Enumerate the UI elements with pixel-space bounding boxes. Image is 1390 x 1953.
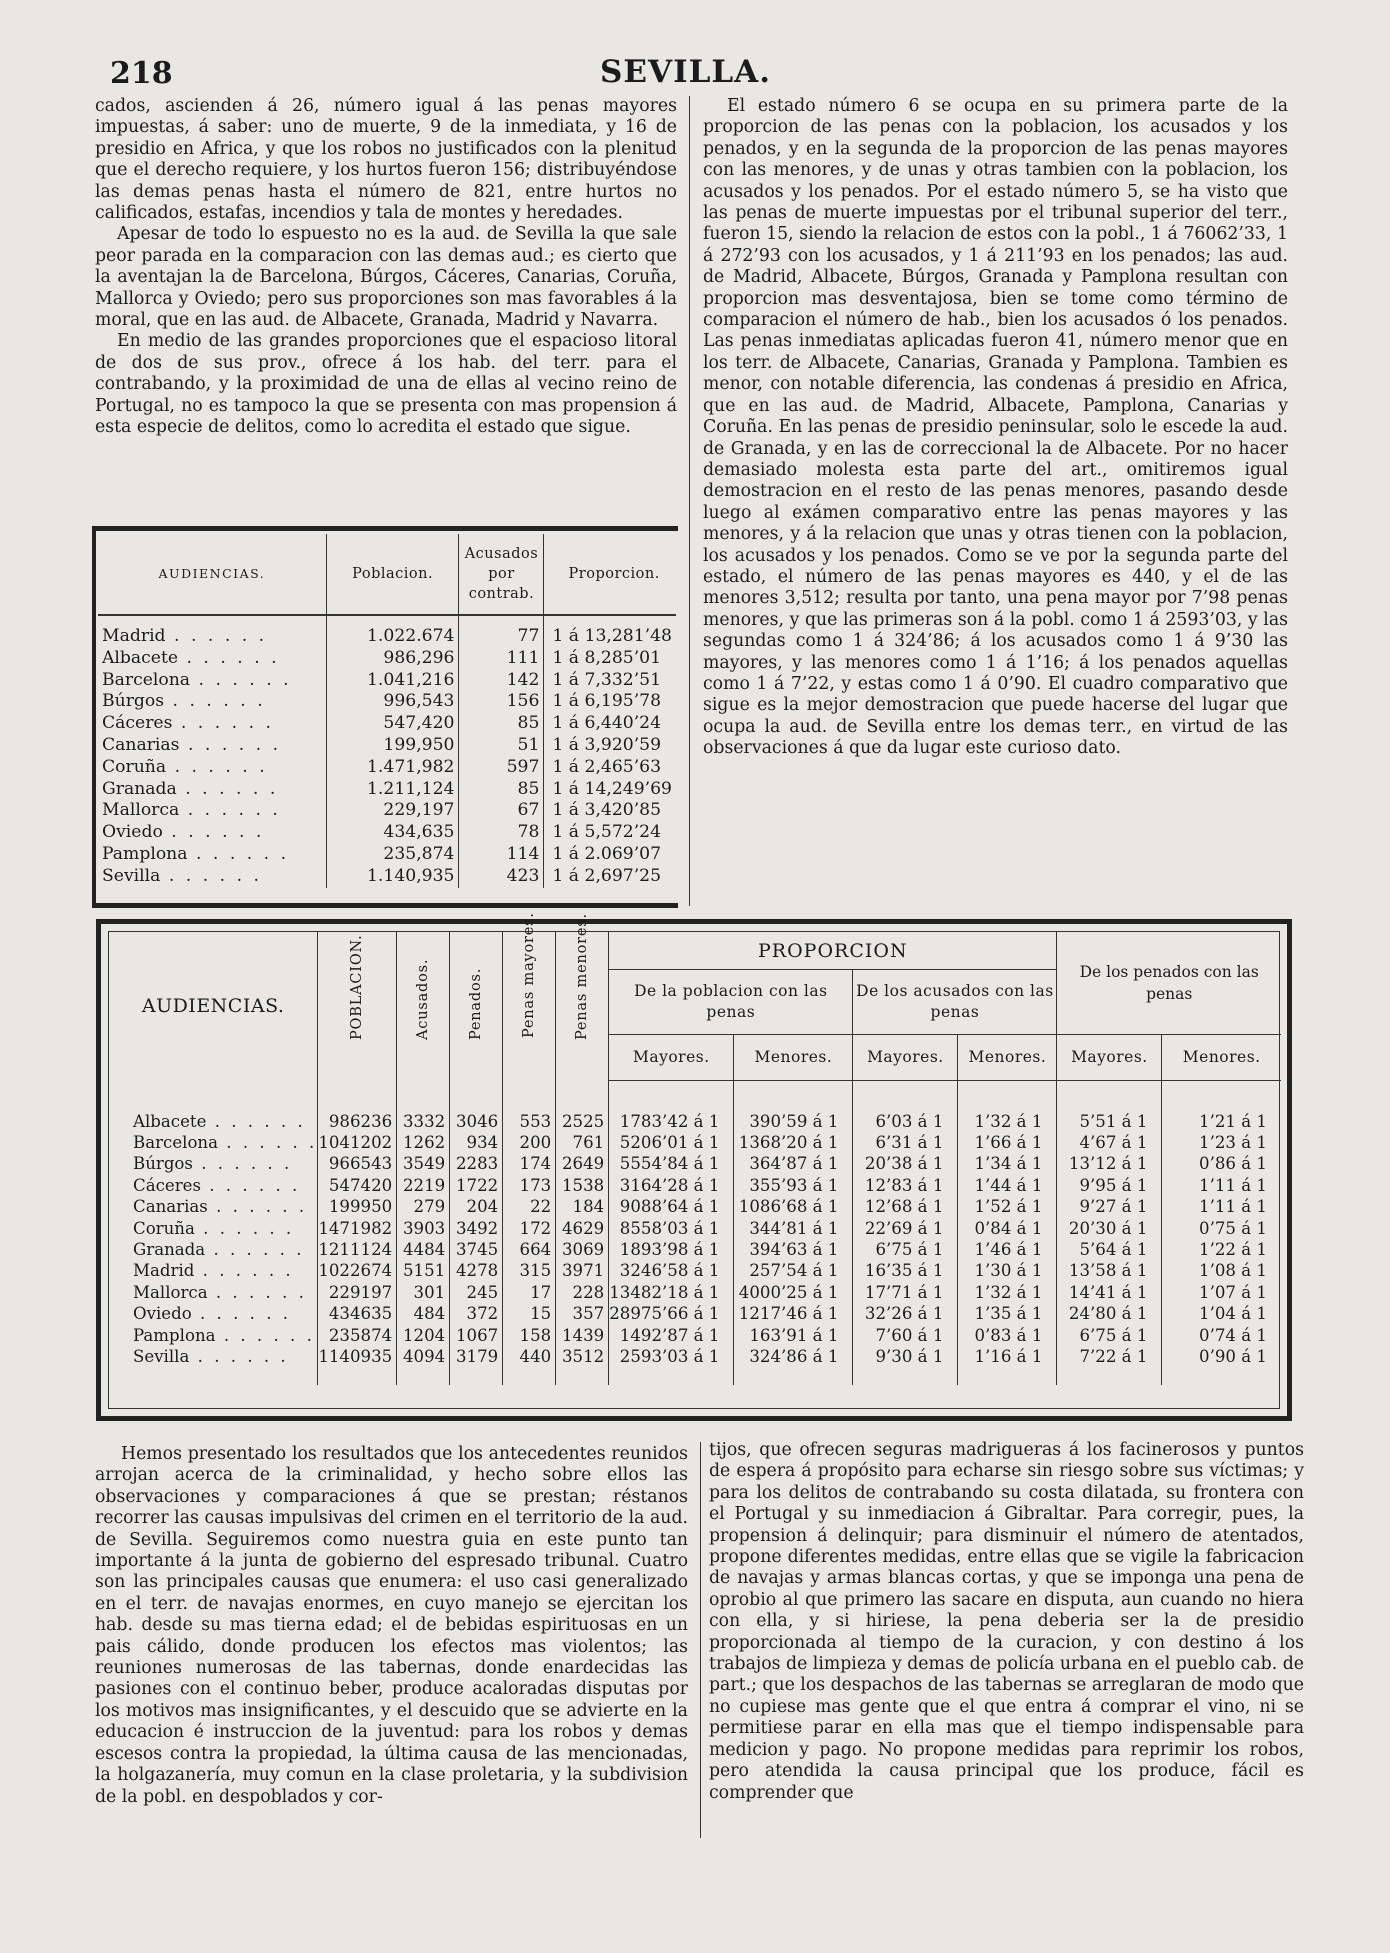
table-cell-aud: Sevilla . . . . . . [109, 1346, 318, 1367]
table-cell-men: 357 [556, 1303, 609, 1324]
column-header: AUDIENCIAS. [109, 932, 318, 1080]
table-cell-em: 9’27 á 1 [1057, 1196, 1162, 1217]
table-cell-acu: 301 [397, 1282, 450, 1303]
table-cell-em: 13’12 á 1 [1057, 1153, 1162, 1174]
table-cell-men: 2649 [556, 1153, 609, 1174]
table-cell-en: 0’90 á 1 [1199, 1346, 1267, 1366]
table-cell-pm: 1893’98 á 1 [609, 1239, 734, 1260]
table-cell-pob: 1.022.674 [326, 626, 459, 648]
table-cell-pm: 5554’84 á 1 [609, 1153, 734, 1174]
table-cell-pen: 3179 [450, 1346, 503, 1367]
table-cell-acu: 1204 [397, 1325, 450, 1346]
column-header: Mayores. [853, 1035, 958, 1080]
table-cell-pn: 364’87 á 1 [734, 1153, 853, 1174]
table-cell-pn: 1368’20 á 1 [734, 1132, 853, 1153]
table-cell-acu: 3332 [397, 1111, 450, 1132]
leader-dots: . . . . . . [176, 778, 279, 799]
table-row [98, 648, 676, 670]
table-cell-pm: 5206’01 á 1 [609, 1132, 734, 1153]
table-cell-an: 0’83 á 1 [958, 1325, 1057, 1346]
table-cell-em: 24’80 á 1 [1057, 1303, 1162, 1324]
table-cell-pro: 1 á 13,281’48 [552, 626, 672, 646]
table-cell-acu: 423 [459, 866, 544, 888]
leader-dots: . . . . . . [215, 1325, 315, 1345]
table-cell-pob: 199,950 [326, 735, 459, 757]
table-row [109, 1282, 1281, 1303]
paragraph: En medio de las grandes proporciones que el espacioso litoral de dos de sus prov., ofrece á los hab. del terr. para el contrabando, y la proximidad de una de ellas al vecino reino de Portugal, no es tampoco la que se presenta con mas propension á esta especie de delitos, como lo acredita el estado que sigue. [95, 331, 677, 438]
table-cell-pro: 1 á 2,697’25 [552, 865, 662, 886]
table-row [98, 735, 676, 757]
table-cell-men: 761 [556, 1132, 609, 1153]
table-cell-pm: 2593’03 á 1 [609, 1346, 734, 1367]
table-cell-pen: 245 [450, 1282, 503, 1303]
table-cell-en: 0’75 á 1 [1199, 1218, 1267, 1238]
leader-dots: . . . . . . [207, 1282, 307, 1302]
leader-dots: . . . . . . [160, 865, 262, 886]
paragraph: Apesar de todo lo espuesto no es la aud. de Sevilla la que sale peor parada en la comparacion con las demas aud.; es cierto que la aventajan la de Barcelona, Búrgos, Cáceres, Canarias, Coruña, Mallorca y Oviedo; pero sus proporciones son mas favorables á la moral, que en las aud. de Albacete, Granada, Madrid y Navarra. [95, 224, 677, 331]
table-cell-em: 14’41 á 1 [1057, 1282, 1162, 1303]
table-row [98, 626, 676, 648]
table-cell-en: 0’86 á 1 [1199, 1154, 1267, 1174]
table-cell-pen: 1722 [450, 1175, 503, 1196]
leader-dots: . . . . . . [200, 1175, 301, 1195]
table-cell-aud: Granada . . . . . . [109, 1239, 318, 1260]
table-cell-an: 1’34 á 1 [958, 1153, 1057, 1174]
table-rule [96, 903, 678, 908]
table-cell-pob: 229197 [318, 1282, 397, 1303]
table-cell-men: 1439 [556, 1325, 609, 1346]
table-row [109, 1153, 1281, 1174]
table-row [98, 800, 676, 822]
table-row [98, 713, 676, 735]
table-cell-may: 22 [503, 1196, 556, 1217]
leader-dots: . . . . . . [194, 1261, 294, 1281]
table-cell-aud: Canarias . . . . . . [109, 1196, 318, 1217]
table-cell-pro: 1 á 3,920’59 [552, 734, 662, 755]
table-row [109, 1196, 1281, 1217]
table-row [109, 1218, 1281, 1239]
table-cell-may: 440 [503, 1346, 556, 1367]
table-cell-pn: 257’54 á 1 [734, 1260, 853, 1281]
leader-dots: . . . . . . [178, 647, 280, 668]
table-cell-em: 20’30 á 1 [1057, 1218, 1162, 1239]
leader-dots: . . . . . . [166, 756, 268, 777]
table-cell-acu: 3549 [397, 1153, 450, 1174]
leader-dots: . . . . . . [189, 1346, 289, 1366]
column-header: AUDIENCIAS. [98, 534, 326, 615]
table-cell-pro: 1 á 7,332’51 [552, 669, 662, 690]
table-cell-am: 20’38 á 1 [853, 1153, 958, 1174]
table-cell-pob: 547,420 [326, 713, 459, 735]
table-cell-aud: Barcelona . . . . . . [109, 1132, 318, 1153]
table-cell-aud: Canarias . . . . . . [98, 735, 326, 757]
table-row [98, 691, 676, 713]
table-cell-pn: 390’59 á 1 [734, 1111, 853, 1132]
table-cell-men: 3971 [556, 1260, 609, 1281]
table-cell-en: 1’11 á 1 [1199, 1197, 1267, 1217]
table-cell-pn: 4000’25 á 1 [734, 1282, 853, 1303]
table-cell-aud: Búrgos . . . . . . [98, 691, 326, 713]
table-cell-acu: 85 [459, 779, 544, 801]
table-cell-men: 3069 [556, 1239, 609, 1260]
leader-dots: . . . . . . [172, 713, 274, 734]
group-header: De la poblacion con las penas [609, 970, 853, 1035]
proporcion-header: PROPORCION [609, 932, 1057, 970]
table-cell-may: 553 [503, 1111, 556, 1132]
leader-dots: . . . . . . [194, 1218, 295, 1238]
table-cell-pob: 1041202 [318, 1132, 397, 1153]
table-cell-pen: 3745 [450, 1239, 503, 1260]
table-cell-am: 12’68 á 1 [853, 1196, 958, 1217]
paragraph: tijos, que ofrecen seguras madrigueras á los facinerosos y puntos de espera á propósito para echarse sin riesgo sobre sus víctimas; y para los delitos de contrabando su costa dilatada, su frontera con el Portugal y su inmediacion á Gibraltar. Para corregir, pues, la propension á delinquir; para disminuir el número de atentados, propone diferentes medidas, entre ellas que se vigile la fabricacion de navajas y armas blancas cortas, y que se imponga una pena de oprobio al que primero las sacare en disputa, aun cuando no hiera con ella, y si hiriese, la pena deberia ser la de presidio proporcionada al tiempo de la curacion, y con destino á los trabajos de limpieza y demas de policía urbana en el pueblo cab. de part.; que los despachos de las tabernas se arreglaran de modo que no cupiese mas gente que el que entra á comprar el vino, ni se permitiese parar en ella mas que el tiempo indispensable para medicion y pago. No propone medidas para reprimir los robos, pero atendida la causa principal que los produce, fácil es comprender que [709, 1440, 1304, 1803]
table-cell-am: 6’31 á 1 [853, 1132, 958, 1153]
leader-dots: . . . . . . [191, 1304, 292, 1324]
table-row [109, 1346, 1281, 1367]
table-row [109, 1325, 1281, 1346]
table-cell-an: 1’44 á 1 [958, 1175, 1057, 1196]
table-cell-aud: Coruña . . . . . . [98, 757, 326, 779]
table-cell-acu: 1262 [397, 1132, 450, 1153]
table-cell-acu: 4484 [397, 1239, 450, 1260]
table-cell-may: 172 [503, 1218, 556, 1239]
table-cell-aud: Búrgos . . . . . . [109, 1153, 318, 1174]
table-cell-en: 1’21 á 1 [1199, 1111, 1267, 1131]
table-row [98, 757, 676, 779]
table-cell-pen: 1067 [450, 1325, 503, 1346]
page-title: SEVILLA. [600, 54, 772, 90]
table-row [109, 1303, 1281, 1324]
table-cell-aud: Albacete . . . . . . [109, 1111, 318, 1132]
table-cell-em: 5’51 á 1 [1057, 1111, 1162, 1132]
table-cell-aud: Oviedo . . . . . . [98, 822, 326, 844]
table-cell-en: 1’22 á 1 [1199, 1239, 1267, 1259]
table-cell-pob: 235874 [318, 1325, 397, 1346]
table-cell-men: 228 [556, 1282, 609, 1303]
lower-right-column [709, 1440, 1304, 1804]
table-cell-an: 1’66 á 1 [958, 1132, 1057, 1153]
table-cell-pm: 28975’66 á 1 [609, 1303, 734, 1324]
column-header: Proporcion. [568, 566, 660, 582]
table-cell-acu: 77 [459, 626, 544, 648]
table-cell-pen: 3492 [450, 1218, 503, 1239]
column-divider [689, 96, 690, 906]
table-row [109, 1111, 1281, 1132]
table-row [98, 844, 676, 866]
table-cell-aud: Sevilla . . . . . . [98, 866, 326, 888]
lower-left-column [95, 1444, 688, 1808]
table-cell-pob: 229,197 [326, 800, 459, 822]
table-cell-men: 4629 [556, 1218, 609, 1239]
table-cell-acu: 114 [459, 844, 544, 866]
table-cell-pen: 372 [450, 1303, 503, 1324]
paragraph: Hemos presentado los resultados que los antecedentes reunidos arrojan acerca de la criminalidad, y hecho sobre ellos las observaciones y comparaciones á que se prestan; réstanos recorrer las causas impulsivas del crimen en el territorio de la aud. de Sevilla. Seguiremos como nuestra guia en este punto tan importante á la junta de gobierno del espresado tribunal. Cuatro son las principales causas que enumera: el uso casi generalizado en el terr. de navajas enormes, en cuyo manejo se ejercitan los hab. desde su mas tierna edad; el de bebidas espirituosas en un pais cálido, donde producen los efectos mas violentos; las reuniones numerosas de las tabernas, donde enardecidas las pasiones con el continuo beber, produce acaloradas disputas por los motivos mas insignificantes, y el descuido que se advierte en la educacion é instruccion de la juventud: para los robos y demas escesos contra la propiedad, la última causa de las mencionadas, la holgazanería, muy comun en la clase proletaria, y la subdivision de la pobl. en despoblados y cor- [95, 1444, 688, 1807]
table-row [98, 822, 676, 844]
table-cell-aud: Madrid . . . . . . [109, 1260, 318, 1281]
table-cell-em: 4’67 á 1 [1057, 1132, 1162, 1153]
table-cell-pm: 13482’18 á 1 [609, 1282, 734, 1303]
leader-dots: . . . . . . [190, 669, 292, 690]
table-cell-en: 1’11 á 1 [1199, 1175, 1267, 1195]
table-cell-pro: 1 á 2,465’63 [552, 756, 662, 777]
column-header: Penas mayores. [503, 932, 556, 1080]
table-cell-aud: Mallorca . . . . . . [109, 1282, 318, 1303]
table-cell-pob: 1.041,216 [326, 670, 459, 692]
table-cell-may: 664 [503, 1239, 556, 1260]
table-cell-pm: 1783’42 á 1 [609, 1111, 734, 1132]
table-cell-em: 7’22 á 1 [1057, 1346, 1162, 1367]
leader-dots: . . . . . . [207, 1197, 308, 1217]
column-header: POBLACION. [318, 932, 397, 1080]
table-cell-an: 1’16 á 1 [958, 1346, 1057, 1367]
table-cell-aud: Cáceres . . . . . . [98, 713, 326, 735]
column-divider [700, 1442, 701, 1838]
table-cell-pm: 3246’58 á 1 [609, 1260, 734, 1281]
table-cell-am: 6’75 á 1 [853, 1239, 958, 1260]
table-cell-am: 7’60 á 1 [853, 1325, 958, 1346]
leader-dots: . . . . . . [187, 843, 290, 864]
table-cell-pob: 986,296 [326, 648, 459, 670]
table-cell-aud: Pamplona . . . . . . [98, 844, 326, 866]
table-cell-pn: 324’86 á 1 [734, 1346, 853, 1367]
table-cell-aud: Coruña . . . . . . [109, 1218, 318, 1239]
table-cell-pob: 1022674 [318, 1260, 397, 1281]
table-cell-acu: 484 [397, 1303, 450, 1324]
column-header: Mayores. [609, 1035, 734, 1080]
table-cell-may: 315 [503, 1260, 556, 1281]
table-cell-pob: 1211124 [318, 1239, 397, 1260]
table-row [109, 1260, 1281, 1281]
column-header: Menores. [958, 1035, 1057, 1080]
column-header: Mayores. [1057, 1035, 1162, 1080]
leader-dots: . . . . . . [192, 1154, 293, 1174]
group-header: De los penados con las penas [1079, 963, 1259, 1004]
table-cell-acu: 4094 [397, 1346, 450, 1367]
table-cell-acu: 597 [459, 757, 544, 779]
table-cell-an: 1’30 á 1 [958, 1260, 1057, 1281]
table-cell-men: 1538 [556, 1175, 609, 1196]
table-cell-en: 1’08 á 1 [1199, 1261, 1267, 1281]
table-cell-am: 16’35 á 1 [853, 1260, 958, 1281]
table-cell-pen: 4278 [450, 1260, 503, 1281]
table-cell-am: 12’83 á 1 [853, 1175, 958, 1196]
table-cell-pob: 434,635 [326, 822, 459, 844]
table-cell-pro: 1 á 3,420’85 [552, 800, 662, 821]
column-header: Acusados por contrab. [459, 534, 544, 615]
leader-dots: . . . . . . [164, 691, 266, 712]
table-cell-pn: 163’91 á 1 [734, 1325, 853, 1346]
table-cell-aud: Madrid . . . . . . [98, 626, 326, 648]
paragraph: cados, ascienden á 26, número igual á las penas mayores impuestas, á saber: uno de muerte, 9 de la inmediata, y 16 de presidio en Africa, y que los robos no justificados con la plenitud que el derecho requiere, y los hurtos fueron 156; distribuyéndose las demas penas hasta el número de 821, entre hurtos no calificados, estafas, incendios y tala de montes y heredades. [95, 96, 677, 224]
table-row [98, 866, 676, 888]
table-cell-acu: 51 [459, 735, 544, 757]
table-cell-em: 13’58 á 1 [1057, 1260, 1162, 1281]
paragraph: El estado número 6 se ocupa en su primera parte de la proporcion de las penas con la poblacion, los acusados y los penados, y en la segunda de la proporcion de las penas mayores con las menores, y de unas y otras tambien con la poblacion, los acusados y los penados. Por el estado número 5, se ha visto que las penas de muerte impuestas por el tribunal superior del terr., fueron 15, siendo la relacion de estos con la pobl., 1 á 76062’33, 1 á 272’93 con los acusados, y 1 á 211’93 en los penados; las aud. de Madrid, Albacete, Búrgos, Granada y Pamplona resultan con proporcion mas desventajosa, bien se tome como término de comparacion el número de hab., bien los acusados ó los penados. Las penas inmediatas aplicadas fueron 41, número menor que en los terr. de Albacete, Canarias, Granada y Pamplona. Tambien es menor, con notable diferencia, las condenas á presidio en Africa, que en las aud. de Madrid, Albacete, Pamplona, Canarias y Coruña. En las penas de presidio peninsular, solo le escede la aud. de Granada, y en las de correccional la de Albacete. Por no hacer demasiado molesta esta parte del art., omitiremos igual demostracion en el resto de las penas menores, pasando desde luego al exámen comparativo entre las penas mayores y las menores, y á la relacion que unas y otras tienen con la poblacion, los acusados y los penados. Como se ve por la segunda parte del estado, el número de las penas mayores es 440, y el de las menores 3,512; resulta por tanto, una pena mayor por 7’98 penas menores, y que las primeras son á la pobl. como 1 á 2593’03, y las segundas como 1 á 324’86; á los acusados como 1 á 9’30 las mayores, y las menores como 1 á 1’16; á los penados aquellas como 1 á 7’22, y estas como 1 á 0’90. El cuadro comparativo que sigue es la mejor demostracion que puede hacerse del lugar que ocupa la aud. de Sevilla entre los demas terr., en virtud de las observaciones á que da lugar este curioso dato. [703, 96, 1288, 759]
leader-dots: . . . . . . [206, 1111, 306, 1131]
table-cell-pm: 3164’28 á 1 [609, 1175, 734, 1196]
table-row [98, 779, 676, 801]
table-cell-aud: Cáceres . . . . . . [109, 1175, 318, 1196]
table-cell-pob: 966543 [318, 1153, 397, 1174]
leader-dots: . . . . . . [179, 800, 281, 821]
table-cell-pm: 1492’87 á 1 [609, 1325, 734, 1346]
table-cell-am: 32’26 á 1 [853, 1303, 958, 1324]
comparative-table [96, 912, 1292, 1421]
table-cell-pob: 1.211,124 [326, 779, 459, 801]
column-header: Penas menores. [556, 932, 609, 1080]
table-cell-pob: 1.471,982 [326, 757, 459, 779]
column-header: Acusados. [397, 932, 450, 1080]
table-cell-em: 6’75 á 1 [1057, 1325, 1162, 1346]
table-cell-acu: 5151 [397, 1260, 450, 1281]
table-cell-an: 1’35 á 1 [958, 1303, 1057, 1324]
table-cell-pro: 1 á 8,285’01 [552, 647, 662, 668]
table-cell-may: 158 [503, 1325, 556, 1346]
table-cell-pob: 235,874 [326, 844, 459, 866]
table-cell-pm: 9088’64 á 1 [609, 1196, 734, 1217]
table-rule [96, 526, 678, 531]
table-cell-aud: Mallorca . . . . . . [98, 800, 326, 822]
table-cell-am: 22’69 á 1 [853, 1218, 958, 1239]
column-header: Menores. [1162, 1035, 1281, 1080]
table-row [109, 1175, 1281, 1196]
table-cell-pob: 1471982 [318, 1218, 397, 1239]
leader-dots: . . . . . . [165, 626, 268, 646]
column-header: Menores. [734, 1035, 853, 1080]
table-cell-en: 1’07 á 1 [1199, 1282, 1267, 1302]
table-cell-men: 3512 [556, 1346, 609, 1367]
table-cell-an: 1’32 á 1 [958, 1111, 1057, 1132]
leader-dots: . . . . . . [205, 1239, 305, 1259]
table-cell-acu: 78 [459, 822, 544, 844]
table-spacer [109, 1367, 1281, 1385]
table-cell-pob: 1.140,935 [326, 866, 459, 888]
leader-dots: . . . . . . [162, 822, 265, 843]
leader-dots: . . . . . . [179, 734, 282, 755]
table-cell-an: 1’32 á 1 [958, 1282, 1057, 1303]
table-cell-pob: 434635 [318, 1303, 397, 1324]
table-cell-pm: 8558’03 á 1 [609, 1218, 734, 1239]
table-cell-acu: 67 [459, 800, 544, 822]
table-cell-aud: Barcelona . . . . . . [98, 670, 326, 692]
table-cell-acu: 85 [459, 713, 544, 735]
table-row [98, 670, 676, 692]
table-cell-pen: 2283 [450, 1153, 503, 1174]
table-cell-men: 184 [556, 1196, 609, 1217]
table-cell-pro: 1 á 6,195’78 [552, 691, 662, 712]
table-cell-may: 173 [503, 1175, 556, 1196]
table-cell-acu: 142 [459, 670, 544, 692]
table-cell-em: 9’95 á 1 [1057, 1175, 1162, 1196]
page-number: 218 [110, 56, 173, 91]
contraband-table [92, 526, 678, 908]
table-cell-pn: 394’63 á 1 [734, 1239, 853, 1260]
table-cell-pn: 1217’46 á 1 [734, 1303, 853, 1324]
leader-dots: . . . . . . [218, 1132, 318, 1152]
table-cell-am: 9’30 á 1 [853, 1346, 958, 1367]
table-cell-acu: 279 [397, 1196, 450, 1217]
table-cell-pro: 1 á 5,572’24 [552, 822, 662, 843]
table-cell-acu: 2219 [397, 1175, 450, 1196]
table-cell-am: 6’03 á 1 [853, 1111, 958, 1132]
column-header: Penados. [450, 932, 503, 1080]
table-cell-pro: 1 á 6,440’24 [552, 713, 662, 734]
table-cell-pob: 547420 [318, 1175, 397, 1196]
table-cell-aud: Pamplona . . . . . . [109, 1325, 318, 1346]
table-cell-pob: 996,543 [326, 691, 459, 713]
table-cell-pen: 3046 [450, 1111, 503, 1132]
table-cell-an: 0’84 á 1 [958, 1218, 1057, 1239]
table-cell-pro: 1 á 2.069’07 [552, 843, 662, 864]
table-cell-may: 200 [503, 1132, 556, 1153]
table-row [109, 1239, 1281, 1260]
upper-left-column [95, 96, 677, 439]
table-cell-aud: Albacete . . . . . . [98, 648, 326, 670]
table-cell-acu: 111 [459, 648, 544, 670]
table-cell-pen: 204 [450, 1196, 503, 1217]
table-cell-pn: 1086’68 á 1 [734, 1196, 853, 1217]
table-cell-an: 1’46 á 1 [958, 1239, 1057, 1260]
table-cell-pob: 199950 [318, 1196, 397, 1217]
table-cell-acu: 3903 [397, 1218, 450, 1239]
table-cell-en: 1’23 á 1 [1199, 1132, 1267, 1152]
table-row [109, 1132, 1281, 1153]
table-cell-aud: Oviedo . . . . . . [109, 1303, 318, 1324]
table-cell-may: 174 [503, 1153, 556, 1174]
table-cell-an: 1’52 á 1 [958, 1196, 1057, 1217]
table-cell-en: 0’74 á 1 [1199, 1325, 1267, 1345]
table-cell-may: 17 [503, 1282, 556, 1303]
table-cell-en: 1’04 á 1 [1199, 1304, 1267, 1324]
group-header: De los acusados con las penas [853, 970, 1057, 1035]
table-cell-am: 17’71 á 1 [853, 1282, 958, 1303]
table-cell-men: 2525 [556, 1111, 609, 1132]
table-cell-pob: 1140935 [318, 1346, 397, 1367]
table-cell-em: 5’64 á 1 [1057, 1239, 1162, 1260]
table-cell-pob: 986236 [318, 1111, 397, 1132]
upper-right-column [703, 96, 1288, 760]
table-cell-pn: 344’81 á 1 [734, 1218, 853, 1239]
table-cell-pen: 934 [450, 1132, 503, 1153]
table-cell-acu: 156 [459, 691, 544, 713]
table-cell-pn: 355’93 á 1 [734, 1175, 853, 1196]
table-cell-may: 15 [503, 1303, 556, 1324]
table-cell-aud: Granada . . . . . . [98, 779, 326, 801]
table-cell-pro: 1 á 14,249’69 [552, 778, 672, 799]
column-header: Poblacion. [326, 534, 459, 615]
